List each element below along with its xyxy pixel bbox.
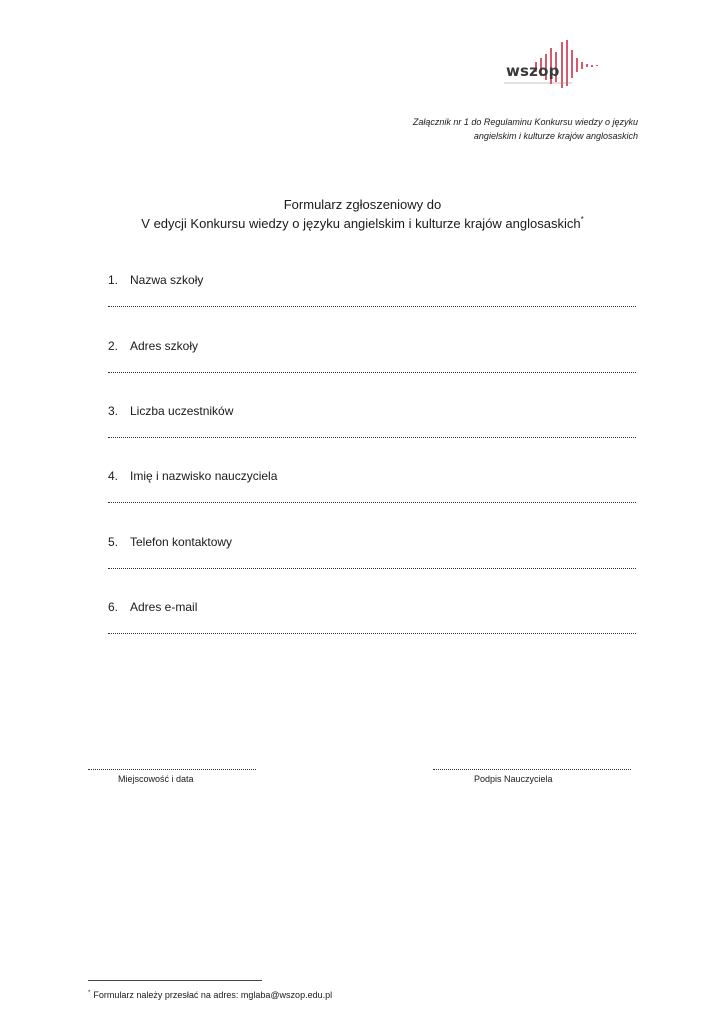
field-participants-count [108, 403, 648, 438]
logo-wordmark: wszop [506, 62, 560, 80]
field-school-name [108, 272, 648, 307]
footnote-text: Formularz należy przesłać na adres: mglaba@wszop.edu.pl [93, 990, 333, 1000]
field-label [108, 534, 648, 550]
title-line-2-text: V edycji Konkursu wiedzy o języku angielskim i kulturze krajów anglosaskich [141, 216, 581, 231]
annex-line-1: Załącznik nr 1 do Regulaminu Konkursu wiedzy o języku [412, 117, 638, 127]
field-number: 2. [108, 339, 119, 353]
phone-input-line[interactable] [108, 567, 636, 569]
place-date-label: Miejscowość i data [118, 774, 194, 784]
field-label [108, 272, 648, 288]
footnote-marker: * [88, 990, 91, 996]
footnote [88, 990, 332, 1000]
wszop-logo [496, 38, 608, 90]
teacher-signature-label: Podpis Nauczyciela [474, 774, 553, 784]
field-number: 6. [108, 600, 119, 614]
field-number: 4. [108, 469, 119, 483]
field-label-text: Telefon kontaktowy [130, 535, 233, 549]
field-label [108, 403, 648, 419]
title-line-1: Formularz zgłoszeniowy do [283, 197, 442, 212]
field-label-text: Adres szkoły [130, 339, 199, 353]
participants-count-input-line[interactable] [108, 436, 636, 438]
form-title [0, 195, 725, 233]
field-teacher-name [108, 468, 648, 503]
title-line-2 [0, 214, 725, 233]
field-label-text: Liczba uczestników [130, 404, 234, 418]
school-address-input-line[interactable] [108, 371, 636, 373]
field-label [108, 468, 648, 484]
field-number: 1. [108, 273, 119, 287]
field-label-text: Imię i nazwisko nauczyciela [130, 469, 278, 483]
school-name-input-line[interactable] [108, 305, 636, 307]
field-school-address [108, 338, 648, 373]
footnote-separator [88, 980, 262, 981]
field-label-text: Adres e-mail [130, 600, 198, 614]
field-phone [108, 534, 648, 569]
footnote-marker: * [580, 215, 584, 224]
field-label [108, 338, 648, 354]
field-email [108, 599, 648, 634]
field-label-text: Nazwa szkoły [130, 273, 204, 287]
annex-note [338, 115, 638, 143]
teacher-name-input-line[interactable] [108, 501, 636, 503]
field-label [108, 599, 648, 615]
teacher-signature-input-line[interactable] [433, 768, 631, 770]
email-input-line[interactable] [108, 632, 636, 634]
place-date-input-line[interactable] [88, 768, 256, 770]
field-number: 3. [108, 404, 119, 418]
annex-line-2: angielskim i kulturze krajów anglosaskich [473, 131, 638, 141]
field-number: 5. [108, 535, 119, 549]
